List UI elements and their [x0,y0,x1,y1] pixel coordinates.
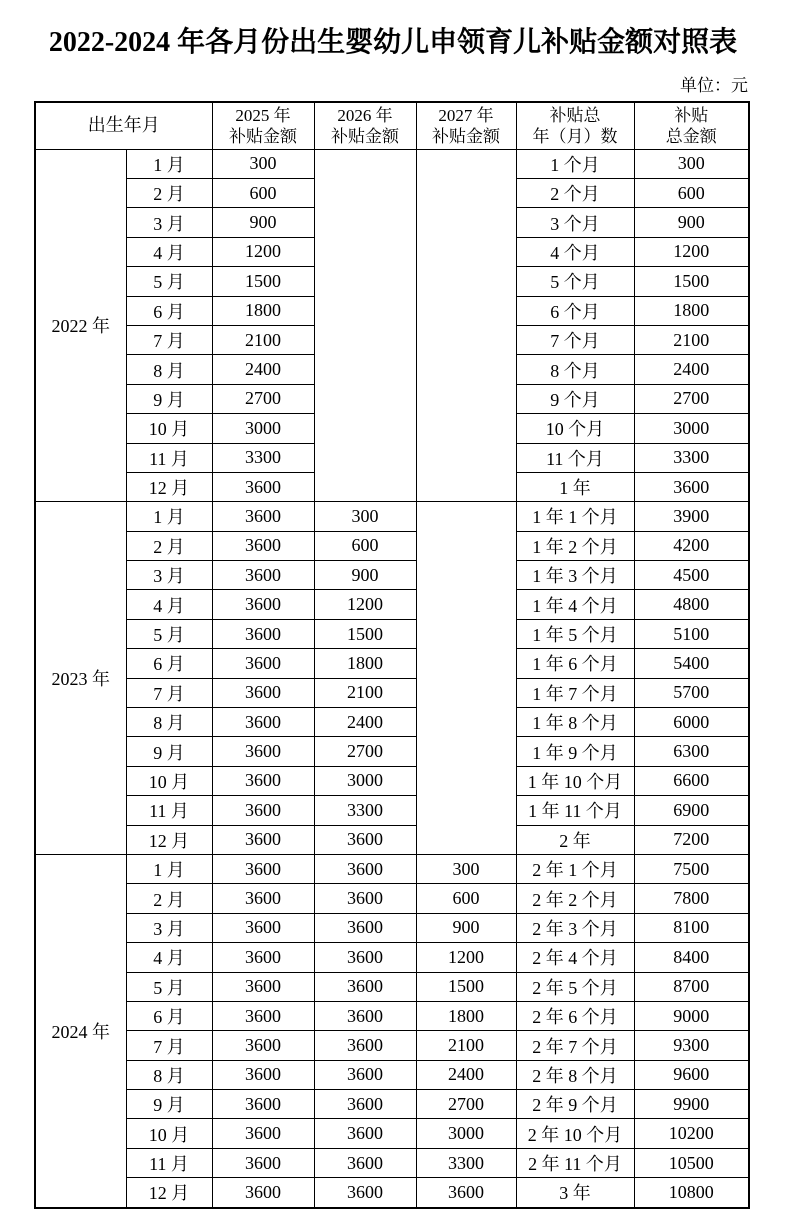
table-row [35,1060,749,1089]
amount-cell: 3600 [212,1148,314,1177]
table-row [35,561,749,590]
amount-cell: 3600 [212,854,314,883]
duration-cell: 1 年 1 个月 [516,502,634,531]
total-amount-cell: 8400 [634,943,749,972]
amount-cell: 2400 [212,355,314,384]
amount-cell: 3600 [314,1060,416,1089]
amount-cell: 900 [212,208,314,237]
total-amount-cell: 1800 [634,296,749,325]
month-cell: 6 月 [126,296,212,325]
month-cell: 8 月 [126,1060,212,1089]
header-total-amount [634,102,749,150]
duration-cell: 1 年 9 个月 [516,737,634,766]
month-cell: 12 月 [126,472,212,501]
duration-cell: 3 个月 [516,208,634,237]
total-amount-cell: 4500 [634,561,749,590]
amount-cell: 3600 [212,1178,314,1208]
amount-cell: 3600 [212,1060,314,1089]
month-cell: 1 月 [126,502,212,531]
amount-cell: 3600 [212,1031,314,1060]
table-row [35,796,749,825]
amount-cell: 3600 [416,1178,516,1208]
duration-cell: 1 年 6 个月 [516,649,634,678]
unit-label: 单位：元 [680,75,748,95]
table-row [35,502,749,531]
amount-cell: 3600 [212,943,314,972]
table-row [35,972,749,1001]
amount-cell: 1800 [212,296,314,325]
duration-cell: 10 个月 [516,414,634,443]
month-cell: 3 月 [126,913,212,942]
total-amount-cell: 10800 [634,1178,749,1208]
duration-cell: 11 个月 [516,443,634,472]
amount-cell: 3600 [212,796,314,825]
amount-cell: 3600 [314,943,416,972]
header-line: 补贴金额 [432,126,500,146]
amount-cell: 3600 [212,531,314,560]
duration-cell: 2 年 4 个月 [516,943,634,972]
amount-cell: 600 [314,531,416,560]
duration-cell: 2 年 2 个月 [516,884,634,913]
total-amount-cell: 8700 [634,972,749,1001]
amount-cell: 3600 [314,825,416,854]
year-cell: 2024 年 [35,854,126,1207]
month-cell: 6 月 [126,649,212,678]
amount-cell: 1500 [212,267,314,296]
table-row [35,913,749,942]
table-row [35,943,749,972]
amount-cell: 3600 [212,561,314,590]
amount-cell: 3600 [212,884,314,913]
duration-cell: 1 年 10 个月 [516,766,634,795]
duration-cell: 1 年 5 个月 [516,619,634,648]
amount-cell: 1500 [416,972,516,1001]
month-cell: 4 月 [126,237,212,266]
month-cell: 2 月 [126,178,212,207]
amount-cell: 3600 [314,884,416,913]
table-row [35,737,749,766]
amount-cell: 3000 [416,1119,516,1148]
duration-cell: 3 年 [516,1178,634,1208]
duration-cell: 2 个月 [516,178,634,207]
month-cell: 11 月 [126,796,212,825]
amount-cell: 3600 [314,1119,416,1148]
amount-cell: 3300 [212,443,314,472]
month-cell: 2 月 [126,531,212,560]
header-line: 年（月）数 [532,126,618,146]
table-row [35,1090,749,1119]
total-amount-cell: 3900 [634,502,749,531]
empty-cell [416,149,516,502]
amount-cell: 1800 [416,1001,516,1030]
table-row [35,149,749,178]
amount-cell: 3300 [314,796,416,825]
amount-cell: 3600 [212,1001,314,1030]
month-cell: 1 月 [126,149,212,178]
duration-cell: 2 年 9 个月 [516,1090,634,1119]
month-cell: 10 月 [126,766,212,795]
amount-cell: 300 [314,502,416,531]
duration-cell: 4 个月 [516,237,634,266]
amount-cell: 1200 [212,237,314,266]
duration-cell: 1 年 2 个月 [516,531,634,560]
total-amount-cell: 9600 [634,1060,749,1089]
amount-cell: 2700 [314,737,416,766]
duration-cell: 2 年 [516,825,634,854]
amount-cell: 3300 [416,1148,516,1177]
amount-cell: 3600 [212,649,314,678]
duration-cell: 6 个月 [516,296,634,325]
amount-cell: 600 [416,884,516,913]
duration-cell: 2 年 11 个月 [516,1148,634,1177]
total-amount-cell: 3000 [634,414,749,443]
amount-cell: 3000 [314,766,416,795]
header-row [35,102,749,150]
month-cell: 6 月 [126,1001,212,1030]
month-cell: 7 月 [126,1031,212,1060]
total-amount-cell: 3600 [634,472,749,501]
total-amount-cell: 9000 [634,1001,749,1030]
duration-cell: 1 年 8 个月 [516,708,634,737]
total-amount-cell: 5100 [634,619,749,648]
month-cell: 5 月 [126,972,212,1001]
amount-cell: 3600 [314,1031,416,1060]
total-amount-cell: 7500 [634,854,749,883]
month-cell: 4 月 [126,943,212,972]
total-amount-cell: 6900 [634,796,749,825]
header-line: 2026 年 [337,105,393,125]
duration-cell: 1 个月 [516,149,634,178]
month-cell: 12 月 [126,825,212,854]
table-row [35,678,749,707]
amount-cell: 3600 [212,913,314,942]
header-line: 2027 年 [438,105,494,125]
amount-cell: 3600 [212,1090,314,1119]
amount-cell: 2700 [416,1090,516,1119]
month-cell: 1 月 [126,854,212,883]
duration-cell: 1 年 [516,472,634,501]
total-amount-cell: 10500 [634,1148,749,1177]
amount-cell: 1500 [314,619,416,648]
subsidy-table [34,101,750,1209]
table-row [35,1148,749,1177]
table-row [35,766,749,795]
table-row [35,854,749,883]
total-amount-cell: 8100 [634,913,749,942]
total-amount-cell: 6300 [634,737,749,766]
duration-cell: 2 年 1 个月 [516,854,634,883]
table-body [35,149,749,1208]
duration-cell: 1 年 4 个月 [516,590,634,619]
amount-cell: 3600 [314,1148,416,1177]
table-header [35,102,749,150]
empty-cell [416,502,516,855]
amount-cell: 3600 [314,854,416,883]
header-line: 总金额 [665,126,717,146]
amount-cell: 3600 [212,766,314,795]
amount-cell: 2100 [314,678,416,707]
total-amount-cell: 2400 [634,355,749,384]
header-2026-amount [314,102,416,150]
total-amount-cell: 10200 [634,1119,749,1148]
total-amount-cell: 6000 [634,708,749,737]
amount-cell: 2700 [212,384,314,413]
month-cell: 5 月 [126,267,212,296]
total-amount-cell: 2700 [634,384,749,413]
total-amount-cell: 300 [634,149,749,178]
month-cell: 11 月 [126,443,212,472]
header-line: 补贴金额 [331,126,399,146]
total-amount-cell: 2100 [634,325,749,354]
month-cell: 10 月 [126,1119,212,1148]
amount-cell: 3000 [212,414,314,443]
month-cell: 12 月 [126,1178,212,1208]
duration-cell: 2 年 10 个月 [516,1119,634,1148]
total-amount-cell: 4200 [634,531,749,560]
amount-cell: 3600 [212,708,314,737]
year-cell: 2023 年 [35,502,126,855]
month-cell: 8 月 [126,355,212,384]
header-total-duration [516,102,634,150]
total-amount-cell: 7200 [634,825,749,854]
amount-cell: 3600 [212,825,314,854]
amount-cell: 3600 [314,913,416,942]
table-row [35,1178,749,1208]
duration-cell: 5 个月 [516,267,634,296]
table-row [35,649,749,678]
amount-cell: 1800 [314,649,416,678]
total-amount-cell: 5400 [634,649,749,678]
header-line: 补贴金额 [229,126,297,146]
amount-cell: 3600 [314,972,416,1001]
amount-cell: 2100 [212,325,314,354]
month-cell: 4 月 [126,590,212,619]
header-line: 补贴 [674,105,709,125]
duration-cell: 1 年 7 个月 [516,678,634,707]
duration-cell: 2 年 5 个月 [516,972,634,1001]
amount-cell: 900 [314,561,416,590]
amount-cell: 2400 [416,1060,516,1089]
month-cell: 7 月 [126,678,212,707]
table-row [35,884,749,913]
month-cell: 7 月 [126,325,212,354]
header-2027-amount [416,102,516,150]
duration-cell: 1 年 3 个月 [516,561,634,590]
total-amount-cell: 9900 [634,1090,749,1119]
total-amount-cell: 600 [634,178,749,207]
month-cell: 2 月 [126,884,212,913]
total-amount-cell: 1200 [634,237,749,266]
amount-cell: 3600 [212,678,314,707]
duration-cell: 1 年 11 个月 [516,796,634,825]
total-amount-cell: 9300 [634,1031,749,1060]
table-row [35,619,749,648]
page-title: 2022-2024 年各月份出生婴幼儿申领育儿补贴金额对照表 [48,27,738,58]
duration-cell: 2 年 6 个月 [516,1001,634,1030]
amount-cell: 3600 [212,1119,314,1148]
amount-cell: 1200 [416,943,516,972]
duration-cell: 7 个月 [516,325,634,354]
amount-cell: 600 [212,178,314,207]
month-cell: 10 月 [126,414,212,443]
table-row [35,1119,749,1148]
month-cell: 5 月 [126,619,212,648]
header-birth-date: 出生年月 [35,102,212,150]
total-amount-cell: 1500 [634,267,749,296]
month-cell: 11 月 [126,1148,212,1177]
header-line: 2025 年 [235,105,291,125]
amount-cell: 3600 [212,737,314,766]
amount-cell: 900 [416,913,516,942]
table-row [35,1031,749,1060]
document-page [0,26,786,1209]
amount-cell: 3600 [212,590,314,619]
duration-cell: 2 年 7 个月 [516,1031,634,1060]
total-amount-cell: 4800 [634,590,749,619]
total-amount-cell: 900 [634,208,749,237]
duration-cell: 8 个月 [516,355,634,384]
month-cell: 9 月 [126,737,212,766]
duration-cell: 9 个月 [516,384,634,413]
month-cell: 3 月 [126,561,212,590]
amount-cell: 3600 [212,972,314,1001]
header-line: 补贴总 [549,105,601,125]
header-2025-amount [212,102,314,150]
amount-cell: 3600 [212,619,314,648]
table-row [35,531,749,560]
empty-cell [314,149,416,502]
amount-cell: 3600 [212,502,314,531]
total-amount-cell: 5700 [634,678,749,707]
table-row [35,1001,749,1030]
amount-cell: 3600 [314,1178,416,1208]
amount-cell: 300 [212,149,314,178]
amount-cell: 3600 [212,472,314,501]
total-amount-cell: 3300 [634,443,749,472]
month-cell: 3 月 [126,208,212,237]
month-cell: 9 月 [126,1090,212,1119]
month-cell: 8 月 [126,708,212,737]
amount-cell: 300 [416,854,516,883]
duration-cell: 2 年 8 个月 [516,1060,634,1089]
year-cell: 2022 年 [35,149,126,502]
amount-cell: 3600 [314,1090,416,1119]
month-cell: 9 月 [126,384,212,413]
table-row [35,825,749,854]
amount-cell: 3600 [314,1001,416,1030]
table-row [35,708,749,737]
total-amount-cell: 6600 [634,766,749,795]
amount-cell: 1200 [314,590,416,619]
table-row [35,590,749,619]
amount-cell: 2100 [416,1031,516,1060]
total-amount-cell: 7800 [634,884,749,913]
amount-cell: 2400 [314,708,416,737]
duration-cell: 2 年 3 个月 [516,913,634,942]
